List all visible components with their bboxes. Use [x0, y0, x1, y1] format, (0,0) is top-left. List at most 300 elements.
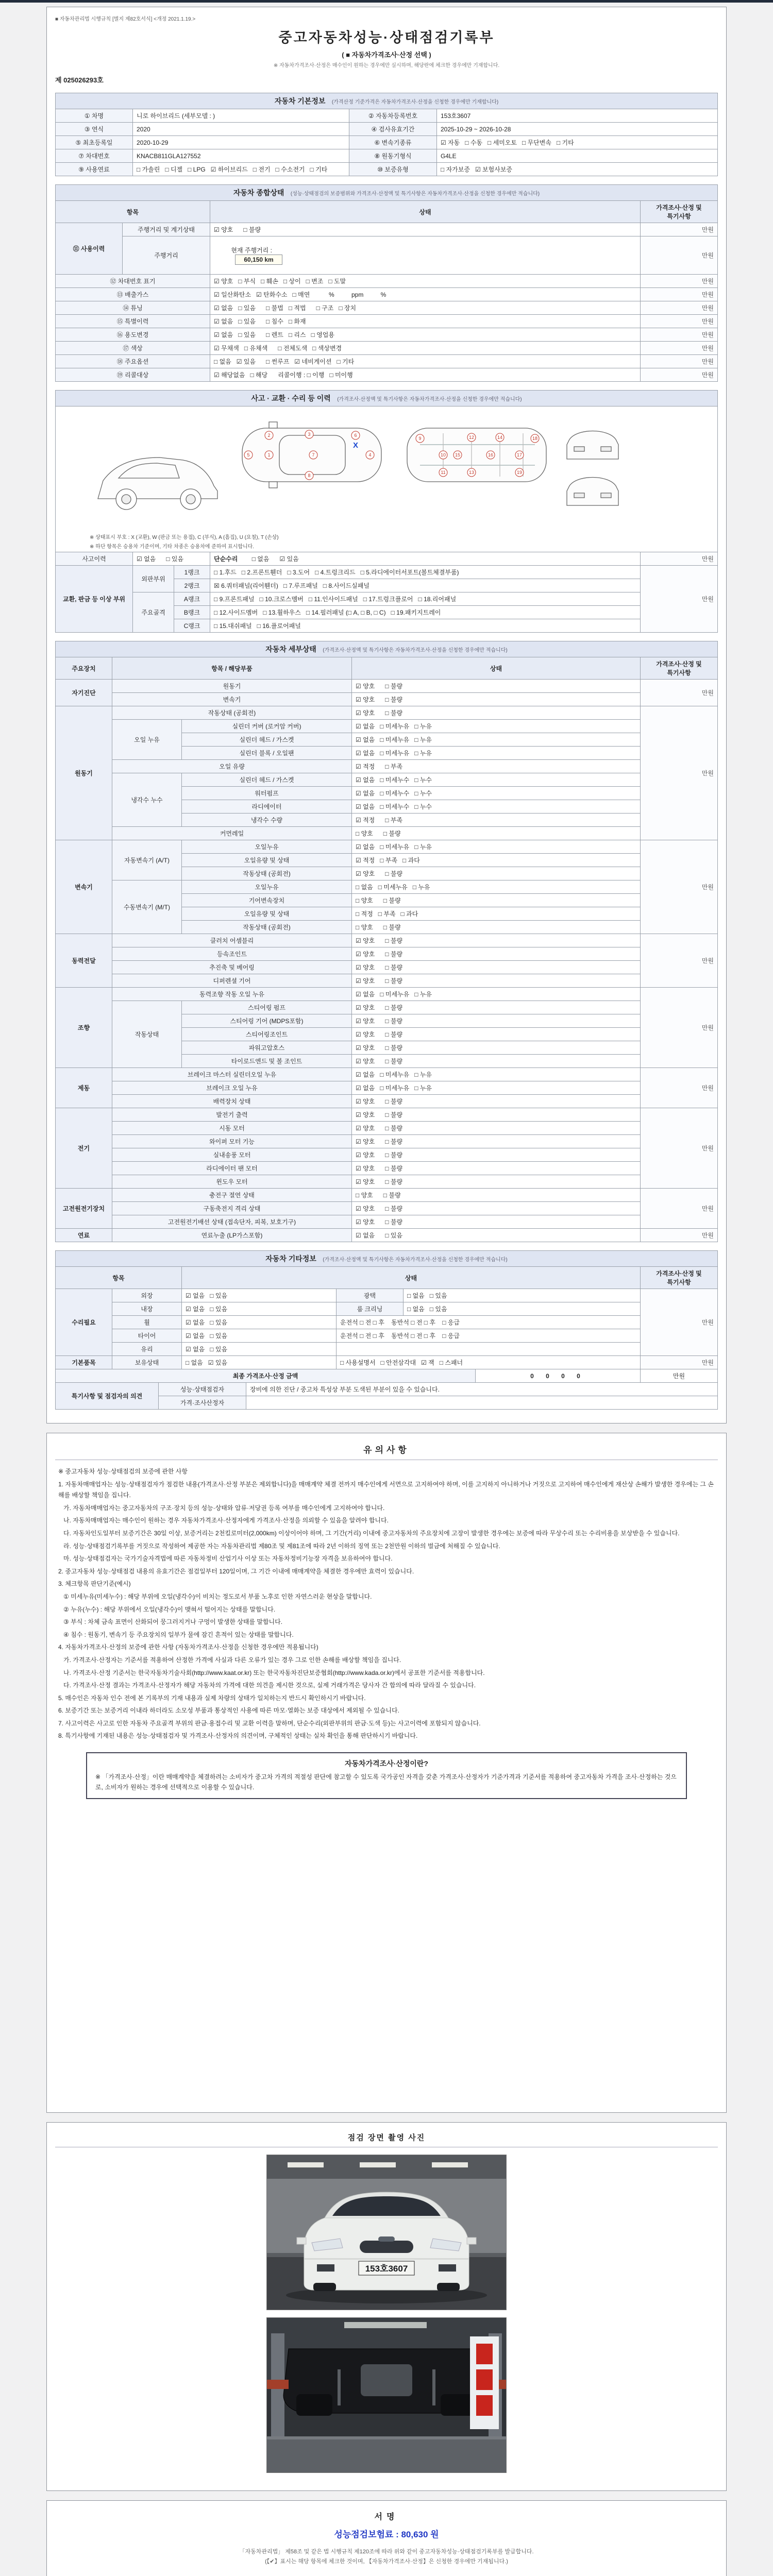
notice-line: 2. 중고자동차 성능·상태점검 내용의 유효기간은 점검일부터 120일이며, 그 기간 이내에 매매계약을 체결한 경우에만 효력이 있습니다. — [58, 1567, 414, 1575]
car-damage-diagram-cell — [56, 406, 718, 552]
diagram-legend-2: ※ 하단 항목은 승용차 기준이며, 기타 차종은 승용차에 준하여 표시합니다. — [90, 544, 255, 550]
notice-line: 가. 자동차매매업자는 중고자동차의 구조·장치 등의 성능·상태와 압류·저당권 등록 여부를 매수인에게 고지하여야 합니다. — [58, 1504, 385, 1512]
state-checkboxes[interactable]: ☑ 양호 □ 불량 — [352, 1122, 641, 1135]
final-price-amount: 0 0 0 0 — [476, 1369, 641, 1383]
item-label: 등속조인트 — [112, 947, 352, 961]
state-checkboxes[interactable]: ☑ 없음 □ 있음 □ 렌트 □ 리스 □ 영업용 — [210, 328, 641, 342]
detail-state-table — [55, 657, 718, 1242]
svg-text:16: 16 — [488, 452, 494, 457]
svg-text:18: 18 — [532, 436, 538, 441]
state-checkboxes[interactable]: □ 없음 ☑ 있음 — [182, 1356, 337, 1369]
item-label: 냉각수 수량 — [182, 814, 352, 827]
notice-line: ※ 중고자동차 성능·상태점검의 보증에 관한 사항 — [58, 1468, 188, 1475]
opinion-group-label: 특기사항 및 점검자의 의견 — [56, 1383, 159, 1410]
rank-label-2: 2랭크 — [174, 579, 210, 592]
item-label-vin-marking: ⑫ 차대번호 표기 — [56, 275, 210, 288]
signature-footer-line-2: (【✔】표시는 해당 항목에 체크한 것이며, 【자동차가격조사·산정】은 신청한 경우에만 기재됩니다.) — [265, 2558, 508, 2565]
state-checkboxes[interactable]: ☑ 없음 □ 미세누수 □ 누수 — [352, 800, 641, 814]
section-detail-title: 자동차 세부상태 — [265, 645, 316, 653]
item-label: 작동상태 (공회전) — [112, 706, 352, 720]
main-form-panel — [46, 7, 727, 1423]
state-checkboxes[interactable]: □ 적정 □ 부족 □ 과다 — [352, 907, 641, 921]
price-cell: 만원 — [641, 1108, 718, 1189]
state-checkboxes[interactable]: ☑ 양호 □ 불량 — [352, 693, 641, 706]
price-cell: 만원 — [641, 566, 718, 633]
state-checkboxes[interactable]: ☑ 없음 □ 있음 — [182, 1302, 337, 1316]
price-cell: 만원 — [641, 1356, 718, 1369]
subgroup-label-mt: 수동변속기 (M/T) — [112, 880, 182, 934]
section-accident-title: 사고 · 교환 · 수리 등 이력 — [251, 394, 331, 402]
state-checkboxes[interactable]: ☑ 적정 □ 부족 — [352, 814, 641, 827]
mileage-value: 60,150 km — [235, 255, 282, 265]
state-checkboxes[interactable]: ☑ 양호 □ 불량 — [352, 1041, 641, 1055]
state-checkboxes[interactable]: ☑ 양호 □ 불량 — [352, 680, 641, 693]
state-checkboxes[interactable]: ☑ 양호 □ 불량 — [352, 1028, 641, 1041]
notice-line: 마. 성능·상태점검자는 국가기술자격법에 따른 자동차정비 산업기사 이상 또는 자동차정비기능장 자격을 보유하여야 합니다. — [58, 1555, 393, 1563]
state-checkboxes[interactable]: □ 없음 □ 미세누유 □ 누유 — [352, 880, 641, 894]
section-overall-header — [55, 184, 718, 200]
svg-text:17: 17 — [516, 452, 523, 457]
state-checkboxes[interactable]: ☑ 적정 □ 부족 □ 과다 — [352, 854, 641, 867]
item-label-mileage: 주행거리 — [123, 236, 210, 275]
svg-text:11: 11 — [441, 470, 446, 475]
state-checkboxes[interactable]: □ 양호 □ 불량 — [352, 827, 641, 840]
notice-line: 가. 가격조사·산정자는 기준서를 적용하여 산정한 가격에 사실과 다른 오류가 있는 경우 그로 인한 손해를 배상할 책임을 집니다. — [58, 1656, 401, 1664]
item-label: 라디에이터 — [182, 800, 352, 814]
state-checkboxes[interactable]: □ 없음 □ 있음 — [404, 1289, 641, 1302]
item-label: 외장 — [112, 1289, 182, 1302]
device-label-transmission: 변속기 — [56, 840, 112, 934]
price-cell: 만원 — [641, 355, 718, 368]
group-label-repair-needed: 수리필요 — [56, 1289, 112, 1356]
svg-text:10: 10 — [440, 452, 446, 457]
svg-text:15: 15 — [455, 452, 461, 457]
notice-line: 5. 매수인은 자동차 인수 전에 본 기록부의 기재 내용과 실제 차량의 상태가 일치하는지 반드시 확인하시기 바랍니다. — [58, 1694, 366, 1702]
detail-col-device: 주요장치 — [56, 657, 112, 680]
field-label-engine-type: ⑧ 원동기형식 — [349, 149, 437, 163]
device-label-brake: 제동 — [56, 1068, 112, 1108]
state-checkboxes[interactable]: ☑ 양호 □ 불량 — [352, 1095, 641, 1108]
svg-text:2: 2 — [267, 433, 271, 438]
overall-col-price: 가격조사·산정 및 특기사항 — [641, 201, 718, 223]
notice-line: 1. 자동차매매업자는 성능·상태점검자가 점검한 내용(가격조사·산정 부분은 제외합니다)을 매매계약 체결 전까지 매수인에게 서면으로 고지하여야 하며, 이를 고지하지 아니하거나 거짓으로 고지하여 매수인에게 재산상 손해가 발생한 경우에는 그 손해를 배상할 책임을 집니다. — [58, 1480, 714, 1499]
notice-line: 다. 자동차인도일부터 보증기간은 30일 이상, 보증거리는 2천킬로미터(2,000km) 이상이어야 하며, 그 기간(거리) 이내에 중고자동차의 주요장치에 고장이 발생한 경우에는 보증에 따라 무상수리 또는 수리비용을 보상받을 수 있습니다. — [58, 1529, 680, 1537]
item-label-special-history: ⑮ 특별이력 — [56, 315, 210, 328]
item-label: 오일유량 및 상태 — [182, 854, 352, 867]
price-appraisal-info-box — [86, 1752, 687, 1799]
price-cell: 만원 — [641, 315, 718, 328]
fuel-checkbox-group[interactable]: □ 가솔린 □ 디젤 □ LPG ☑ 하이브리드 □ 전기 □ 수소전기 □ 기타 — [133, 163, 349, 176]
item-label: 오일누유 — [182, 880, 352, 894]
item-label: 보유상태 — [112, 1356, 182, 1369]
svg-text:7: 7 — [312, 452, 315, 457]
price-cell: 만원 — [641, 988, 718, 1068]
item-label: 실린더 블록 / 오일팬 — [182, 747, 352, 760]
item-label: 구동축전지 격리 상태 — [112, 1202, 352, 1215]
item-label-usage-change: ⑯ 용도변경 — [56, 328, 210, 342]
price-cell: 만원 — [641, 1189, 718, 1229]
svg-text:6: 6 — [354, 433, 357, 438]
detail-col-item: 항목 / 해당부품 — [112, 657, 352, 680]
item-label: 타이어 — [112, 1329, 182, 1343]
item-label: 실린더 커버 (로커암 커버) — [182, 720, 352, 733]
document-number: 제 025026293호 — [55, 76, 104, 84]
subgroup-label-coolant-leak: 냉각수 누수 — [112, 773, 182, 827]
item-label: 스티어링 기어 (MDPS포함) — [182, 1014, 352, 1028]
item-label: 룸 크리닝 — [337, 1302, 404, 1316]
car-damage-diagram — [88, 409, 685, 550]
price-cell: 만원 — [641, 223, 718, 236]
rank-label-1: 1랭크 — [174, 566, 210, 579]
rank-a-checkboxes[interactable]: □ 9.프론트패널 □ 10.크로스멤버 □ 11.인사이드패널 □ 17.트렁크플로어 □ 18.리어패널 — [210, 592, 641, 606]
item-label: 기어변속장치 — [182, 894, 352, 907]
notice-title: 유의사항 — [55, 1443, 718, 1460]
rank-b-checkboxes[interactable]: □ 12.사이드멤버 □ 13.휠하우스 □ 14.필러패널 (□ A, □ B, □ C) □ 19.패키지트레이 — [210, 606, 641, 619]
state-checkboxes[interactable]: ☑ 양호 □ 불량 — [352, 706, 641, 720]
notice-line: ① 미세누유(미세누수) : 해당 부위에 오일(냉각수)이 비치는 정도로서 부품 노후로 인한 자연스러운 현상을 말합니다. — [58, 1592, 372, 1600]
price-cell: 만원 — [641, 552, 718, 566]
item-label: 연료누출 (LP가스포함) — [112, 1229, 352, 1242]
notice-line: ④ 침수 : 원동기, 변속기 등 주요장치의 일부가 물에 잠긴 흔적이 있는 상태를 말합니다. — [58, 1631, 294, 1638]
item-label: 동력조향 작동 오일 누유 — [112, 988, 352, 1001]
item-label: 내장 — [112, 1302, 182, 1316]
signature-panel — [46, 2500, 727, 2576]
section-overall-title: 자동차 종합상태 — [233, 189, 284, 197]
state-checkboxes[interactable]: ☑ 없음 □ 미세누유 □ 누유 — [352, 988, 641, 1001]
state-checkboxes[interactable]: ☑ 양호 □ 불량 — [352, 934, 641, 947]
etc-info-table — [55, 1266, 718, 1369]
item-label: 클러치 어셈블리 — [112, 934, 352, 947]
accident-history-label: 사고이력 — [56, 552, 133, 566]
field-label-reg-no: ② 자동차등록번호 — [349, 109, 437, 123]
field-label-first-reg: ⑤ 최초등록일 — [56, 136, 133, 149]
device-label-high-voltage: 고전원전기장치 — [56, 1189, 112, 1229]
item-label: 배력장치 상태 — [112, 1095, 352, 1108]
detail-col-state: 상태 — [352, 657, 641, 680]
state-checkboxes[interactable]: ☑ 없음 □ 미세누수 □ 누수 — [352, 773, 641, 787]
diagram-legend-1: ※ 상태표시 부호 : X (교환), W (판금 또는 용접), C (부식), A (흠집), U (요철), T (손상) — [90, 535, 279, 540]
item-label: 스티어링조인트 — [182, 1028, 352, 1041]
item-label: 실린더 헤드 / 가스켓 — [182, 773, 352, 787]
item-label: 타이로드엔드 및 볼 조인트 — [182, 1055, 352, 1068]
device-label-steering: 조향 — [56, 988, 112, 1068]
price-cell: 만원 — [641, 680, 718, 706]
price-appraisal-box-title: 자동차가격조사·산정이란? — [345, 1759, 428, 1768]
notice-line: ② 누유(누수) : 해당 부위에서 오일(냉각수)이 맺혀서 떨어지는 상태를 말합니다. — [58, 1605, 276, 1613]
item-label: 추진축 및 베어링 — [112, 961, 352, 974]
final-price-unit: 만원 — [641, 1369, 718, 1383]
item-label: 원동기 — [112, 680, 352, 693]
device-label-electric: 전기 — [56, 1108, 112, 1189]
notice-line: ③ 부식 : 차체 금속 표면이 산화되어 뭉그러지거나 구멍이 발생한 상태를 말합니다. — [58, 1618, 283, 1626]
signature-footer-line-1: 「자동차관리법」 제58조 및 같은 법 시행규칙 제120조에 따라 위와 같이 중고자동차성능·상태점검기록부를 발급합니다. — [239, 2549, 534, 2555]
etc-col-item: 항목 — [56, 1267, 182, 1289]
price-cell: 만원 — [641, 342, 718, 355]
state-checkboxes[interactable]: ☑ 양호 □ 불량 — [352, 1148, 641, 1162]
state-checkboxes[interactable]: ☑ 없음 □ 있음 — [182, 1289, 337, 1302]
section-etc-title: 자동차 기타정보 — [265, 1255, 316, 1263]
state-checkboxes[interactable]: 운전석 □ 전 □ 후 동반석 □ 전 □ 후 □ 응급 — [337, 1316, 641, 1329]
state-checkboxes[interactable]: ☑ 양호 □ 불량 — [352, 961, 641, 974]
item-label: 디퍼렌셜 기어 — [112, 974, 352, 988]
form-reference: ■ 자동차관리법 시행규칙 [별지 제82호서식] <개정 2021.1.19.> — [55, 16, 196, 22]
field-label-transmission: ⑥ 변속기종류 — [349, 136, 437, 149]
section-overall-note: (성능·상태점검의 보증범위와 가격조사·산정액 및 특기사항은 자동차가격조사·산정을 신청한 경우에만 적습니다) — [290, 191, 540, 197]
state-checkboxes[interactable]: ☑ 양호 □ 불량 — [352, 974, 641, 988]
state-checkboxes[interactable]: ☑ 없음 □ 미세누유 □ 누유 — [352, 840, 641, 854]
state-checkboxes[interactable]: 운전석 □ 전 □ 후 동반석 □ 전 □ 후 □ 응급 — [337, 1329, 641, 1343]
device-label-powertrain: 동력전달 — [56, 934, 112, 988]
state-checkboxes[interactable]: ☑ 양호 □ 불량 — [352, 1202, 641, 1215]
price-cell: 만원 — [641, 288, 718, 301]
state-checkboxes[interactable] — [337, 1343, 641, 1356]
photo-section-title: 점검 장면 촬영 사진 — [55, 2130, 718, 2147]
device-label-fuel: 연료 — [56, 1229, 112, 1242]
svg-text:14: 14 — [497, 435, 503, 440]
state-checkboxes[interactable]: ☑ 없음 □ 있음 □ 불법 □ 적법 □ 구조 □ 장치 — [210, 301, 641, 315]
state-checkboxes[interactable]: □ 사용설명서 □ 안전삼각대 ☑ 잭 □ 스패너 — [337, 1356, 641, 1369]
item-label: 주행거리 및 계기상태 — [123, 223, 210, 236]
price-cell: 만원 — [641, 301, 718, 315]
group-label-exchange-repair: 교환, 판금 등 이상 부위 — [56, 566, 133, 633]
item-label: 발전기 출력 — [112, 1108, 352, 1122]
rank-label-b: B랭크 — [174, 606, 210, 619]
subgroup-label-at: 자동변속기 (A/T) — [112, 840, 182, 880]
state-checkboxes[interactable]: ☑ 없음 □ 있음 □ 침수 □ 화재 — [210, 315, 641, 328]
price-cell: 만원 — [641, 1289, 718, 1356]
item-label: 작동상태 (공회전) — [182, 867, 352, 880]
state-checkboxes[interactable]: ☑ 없음 □ 있음 — [352, 1229, 641, 1242]
svg-text:19: 19 — [516, 470, 523, 475]
section-etc-header — [55, 1250, 718, 1266]
car-diagram-svg — [88, 409, 685, 530]
state-checkboxes[interactable]: ☑ 양호 □ 불량 — [352, 1014, 641, 1028]
state-checkboxes[interactable]: □ 없음 ☑ 있음 □ 썬루프 ☑ 네비게이션 □ 기타 — [210, 355, 641, 368]
state-checkboxes[interactable]: ☑ 없음 □ 있음 — [182, 1343, 337, 1356]
inspection-photo-panel — [46, 2122, 727, 2491]
mileage-label: 현재 주행거리 : — [231, 247, 272, 254]
etc-col-state: 상태 — [182, 1267, 641, 1289]
svg-text:8: 8 — [308, 473, 311, 478]
item-label: 워터펌프 — [182, 787, 352, 800]
document-root — [46, 3, 727, 2576]
license-plate-text: 153호3607 — [365, 2264, 408, 2274]
field-value-first-reg: 2020-10-29 — [133, 136, 349, 149]
price-cell: 만원 — [641, 1229, 718, 1242]
item-label-recall: ⑲ 리콜대상 — [56, 368, 210, 382]
final-price-label: 최종 가격조사·산정 금액 — [56, 1369, 476, 1383]
section-accident-header — [55, 390, 718, 406]
field-value-model-year: 2020 — [133, 123, 349, 136]
basic-info-table — [55, 109, 718, 176]
notice-line: 6. 보증기간 또는 보증거리 이내라 하더라도 소모성 부품과 통상적인 사용에 따른 마모·열화는 보증 대상에서 제외될 수 있습니다. — [58, 1707, 399, 1715]
item-label: 브레이크 오일 누유 — [112, 1081, 352, 1095]
item-label: 와이퍼 모터 기능 — [112, 1135, 352, 1148]
section-detail-note: (가격조사·산정액 및 특기사항은 자동차가격조사·산정을 신청한 경우에만 적습니다) — [323, 648, 508, 653]
item-label-emissions: ⑬ 배출가스 — [56, 288, 210, 301]
price-cell: 만원 — [641, 840, 718, 934]
section-basic-title: 자동차 기본정보 — [274, 97, 326, 105]
item-label: 고전원전기배선 상태 (접속단자, 피복, 보호기구) — [112, 1215, 352, 1229]
item-label: 파워고압호스 — [182, 1041, 352, 1055]
item-label: 작동상태 (공회전) — [182, 921, 352, 934]
section-detail-header — [55, 641, 718, 657]
etc-col-price: 가격조사·산정 및 특기사항 — [641, 1267, 718, 1289]
zone-label-main-frame: 주요골격 — [133, 592, 174, 633]
item-label: 휠 — [112, 1316, 182, 1329]
state-checkboxes[interactable]: ☑ 없음 □ 미세누수 □ 누수 — [352, 787, 641, 800]
field-label-inspection-valid: ④ 검사유효기간 — [349, 123, 437, 136]
opinion-text-appraiser — [246, 1396, 718, 1410]
notice-line: 다. 가격조사·산정 결과는 가격조사·산정자가 해당 자동차의 가격에 대한 의견을 제시한 것으로, 실제 거래가격은 당사자 간 합의에 따라 달라질 수 있습니다. — [58, 1682, 476, 1689]
overall-col-state: 상태 — [210, 201, 641, 223]
svg-text:5: 5 — [247, 452, 250, 457]
device-label-selfdiag: 자기진단 — [56, 680, 112, 706]
notice-line: 4. 자동차가격조사·산정의 보증에 관한 사항 (자동차가격조사·산정을 신청한 경우에만 적용됩니다) — [58, 1643, 318, 1651]
simple-repair-label: 단순수리 — [214, 555, 238, 563]
device-label-engine: 원동기 — [56, 706, 112, 840]
item-label: 라디에이터 팬 모터 — [112, 1162, 352, 1175]
signature-title: 서명 — [374, 2513, 399, 2521]
field-value-vin: KNACB811GLA127552 — [133, 149, 349, 163]
notice-line: 7. 사고이력은 사고로 인한 자동차 주요골격 부위의 판금·용접수리 및 교환 이력을 말하며, 단순수리(외판부위의 판금·도색 등)는 사고이력에 포함되지 않습니다. — [58, 1719, 481, 1727]
item-label: 충전구 절연 상태 — [112, 1189, 352, 1202]
svg-text:12: 12 — [468, 435, 475, 440]
final-price-table — [55, 1369, 718, 1383]
item-label-color: ⑰ 색상 — [56, 342, 210, 355]
state-checkboxes[interactable]: ☑ 양호 □ 불량 — [352, 1162, 641, 1175]
svg-text:3: 3 — [308, 432, 311, 437]
state-checkboxes[interactable]: ☑ 일산화탄소 ☑ 탄화수소 □ 매연 % ppm % — [210, 288, 641, 301]
subgroup-label-oil-leak: 오일 누유 — [112, 720, 182, 760]
item-label: 커먼레일 — [112, 827, 352, 840]
group-label-usage-history: ⑪ 사용이력 — [56, 223, 123, 275]
field-value-inspection-valid: 2025-10-29 ~ 2026-10-28 — [437, 123, 718, 136]
state-checkboxes[interactable]: ☑ 양호 □ 불량 — [210, 223, 641, 236]
page-subtitle-note: ※ 자동차가격조사·산정은 매수인이 원하는 경우에만 실시하며, 해당란에 체크한 경우에만 기재합니다. — [273, 63, 500, 69]
section-basic-note: (가격산정 기준가격은 자동차가격조사·산정을 신청한 경우에만 기재합니다) — [331, 99, 499, 105]
svg-text:1: 1 — [267, 452, 271, 457]
accident-history-table — [55, 406, 718, 633]
state-checkboxes[interactable]: ☑ 양호 □ 불량 — [352, 1108, 641, 1122]
rank-c-checkboxes[interactable]: □ 15.대쉬패널 □ 16.플로어패널 — [210, 619, 641, 633]
state-checkboxes[interactable]: ☑ 양호 □ 불량 — [352, 1055, 641, 1068]
state-checkboxes[interactable]: ☑ 해당없음 □ 해당 리콜이행 : □ 이행 □ 미이행 — [210, 368, 641, 382]
notice-line: 라. 성능·상태점검기록부를 거짓으로 작성하여 제공한 자는 자동차관리법 제80조 및 제81조에 따라 2년 이하의 징역 또는 2천만원 이하의 벌금에 처해질 수 있습니다. — [58, 1542, 500, 1550]
state-checkboxes[interactable]: ☑ 무채색 □ 유채색 □ 전체도색 □ 색상변경 — [210, 342, 641, 355]
state-checkboxes[interactable]: ☑ 양호 □ 부식 □ 훼손 □ 상이 □ 변조 □ 도말 — [210, 275, 641, 288]
item-label: 오일유량 및 상태 — [182, 907, 352, 921]
item-label: 실린더 헤드 / 가스켓 — [182, 733, 352, 747]
price-cell: 만원 — [641, 275, 718, 288]
state-checkboxes[interactable]: ☑ 양호 □ 불량 — [352, 947, 641, 961]
zone-label-outer-panel: 외판부위 — [133, 566, 174, 592]
price-cell: 만원 — [641, 236, 718, 275]
state-checkboxes[interactable]: ☑ 없음 □ 미세누유 □ 누유 — [352, 733, 641, 747]
item-label: 윈도우 모터 — [112, 1175, 352, 1189]
rank-1-checkboxes[interactable]: □ 1.후드 □ 2.프론트휀더 □ 3.도어 □ 4.트렁크리드 □ 5.라디에이터서포트(볼트체결부품) — [210, 566, 641, 579]
overall-state-table — [55, 200, 718, 382]
page-subtitle: ( ■ 자동차가격조사·산정 선택 ) — [342, 51, 431, 59]
state-checkboxes[interactable]: ☑ 없음 □ 미세누유 □ 누유 — [352, 1068, 641, 1081]
state-checkboxes[interactable]: □ 양호 □ 불량 — [352, 1189, 641, 1202]
field-label-vin: ⑦ 차대번호 — [56, 149, 133, 163]
item-label: 변속기 — [112, 693, 352, 706]
notice-panel — [46, 1433, 727, 2113]
state-checkboxes[interactable]: ☑ 양호 □ 불량 — [352, 1135, 641, 1148]
field-label-fuel: ⑨ 사용연료 — [56, 163, 133, 176]
state-checkboxes[interactable]: ☑ 양호 □ 불량 — [352, 1175, 641, 1189]
item-label: 유리 — [112, 1343, 182, 1356]
state-checkboxes[interactable]: ☑ 양호 □ 불량 — [352, 867, 641, 880]
field-value-reg-no: 153호3607 — [437, 109, 718, 123]
rank-label-c: C랭크 — [174, 619, 210, 633]
field-label-model-year: ③ 연식 — [56, 123, 133, 136]
opinion-text-inspector: 장비에 의한 진단 / 중고차 특성상 부분 도색된 부분이 있을 수 있습니다. — [246, 1383, 718, 1396]
price-cell: 만원 — [641, 1068, 718, 1108]
notice-line: 8. 특기사항에 기재된 내용은 성능·상태점검자 및 가격조사·산정자의 의견이며, 구체적인 상태는 실차 확인을 통해 판단하시기 바랍니다. — [58, 1732, 418, 1740]
section-accident-note: (가격조사·산정액 및 특기사항은 자동차가격조사·산정을 신청한 경우에만 적습니다) — [337, 397, 522, 402]
svg-text:4: 4 — [368, 452, 372, 457]
price-cell: 만원 — [641, 328, 718, 342]
notice-line: 나. 가격조사·산정 기준서는 한국자동차기술사회(http://www.kaat.or.kr) 또는 한국자동차진단보증협회(http://www.kada.or.kr)에서 공표한 기준서를 적용합니다. — [58, 1669, 485, 1676]
item-label: 오일 유량 — [112, 760, 352, 773]
state-checkboxes[interactable]: □ 없음 □ 있음 — [404, 1302, 641, 1316]
accident-history-checkboxes[interactable]: ☑ 없음 □ 있음 — [133, 552, 210, 566]
photo-front-svg — [267, 2155, 506, 2310]
state-checkboxes[interactable]: ☑ 없음 □ 있음 — [182, 1316, 337, 1329]
photo-underside-svg — [267, 2318, 506, 2472]
state-checkboxes[interactable]: ☑ 없음 □ 미세누유 □ 누유 — [352, 747, 641, 760]
rank-label-a: A랭크 — [174, 592, 210, 606]
simple-repair-checkboxes[interactable]: □ 없음 ☑ 있음 — [251, 555, 299, 563]
item-label: 오일누유 — [182, 840, 352, 854]
item-label: 실내송풍 모터 — [112, 1148, 352, 1162]
section-basic-header — [55, 93, 718, 109]
transmission-checkbox-group[interactable]: ☑ 자동 □ 수동 □ 세미오토 □ 무단변속 □ 기타 — [437, 136, 718, 149]
inspection-insurance-fee: 성능점검보험료 : 80,630 원 — [334, 2530, 439, 2539]
state-checkboxes[interactable]: ☑ 양호 □ 불량 — [352, 1001, 641, 1014]
price-appraisal-box-text: ※ 「가격조사·산정」이란 매매계약을 체결하려는 소비자가 중고차 가격의 적절성 판단에 참고할 수 있도록 국가공인 자격을 갖춘 가격조사·산정자가 기준가격과 기준서를 적용하여 중고자동차 가격을 조사·산정하는 것으로, 소비자가 원하는 경우에 선택적으로 이용할 수 있습니다. — [95, 1773, 677, 1791]
section-etc-note: (가격조사·산정액 및 특기사항은 자동차가격조사·산정을 신청한 경우에만 적습니다) — [323, 1257, 508, 1263]
state-checkboxes[interactable]: ☑ 적정 □ 부족 — [352, 760, 641, 773]
inspector-opinion-table — [55, 1382, 718, 1410]
mileage-cell — [210, 236, 641, 275]
item-label: 시동 모터 — [112, 1122, 352, 1135]
price-cell: 만원 — [641, 368, 718, 382]
state-checkboxes[interactable]: ☑ 없음 □ 미세누유 □ 누유 — [352, 720, 641, 733]
subgroup-label-steering-op: 작동상태 — [112, 1001, 182, 1068]
item-label: 브레이크 마스터 실린더오일 누유 — [112, 1068, 352, 1081]
state-checkboxes[interactable]: □ 양호 □ 불량 — [352, 921, 641, 934]
svg-text:9: 9 — [418, 436, 422, 441]
item-label: 광택 — [337, 1289, 404, 1302]
state-checkboxes[interactable]: □ 양호 □ 불량 — [352, 894, 641, 907]
opinion-who-appraiser: 가격·조사산정자 — [159, 1396, 246, 1410]
state-checkboxes[interactable]: ☑ 양호 □ 불량 — [352, 1215, 641, 1229]
page-title: 중고자동차성능·상태점검기록부 — [278, 30, 495, 45]
state-checkboxes[interactable]: ☑ 없음 □ 미세누유 □ 누유 — [352, 1081, 641, 1095]
svg-text:X: X — [352, 441, 359, 450]
state-checkboxes[interactable]: ☑ 없음 □ 있음 — [182, 1329, 337, 1343]
field-value-engine-type: G4LE — [437, 149, 718, 163]
warranty-checkbox-group[interactable]: □ 자가보증 ☑ 보험사보증 — [437, 163, 718, 176]
price-cell: 만원 — [641, 706, 718, 840]
rank-2-checkboxes[interactable]: ☒ 6.쿼터패널(리어휀더) □ 7.루프패널 □ 8.사이드실패널 — [210, 579, 641, 592]
detail-col-price: 가격조사·산정 및 특기사항 — [641, 657, 718, 680]
notice-line: 나. 자동차매매업자는 매수인이 원하는 경우 자동차가격조사·산정자에게 가격조사·산정을 의뢰할 수 있음을 알려야 합니다. — [58, 1517, 389, 1524]
item-label-tuning: ⑭ 튜닝 — [56, 301, 210, 315]
